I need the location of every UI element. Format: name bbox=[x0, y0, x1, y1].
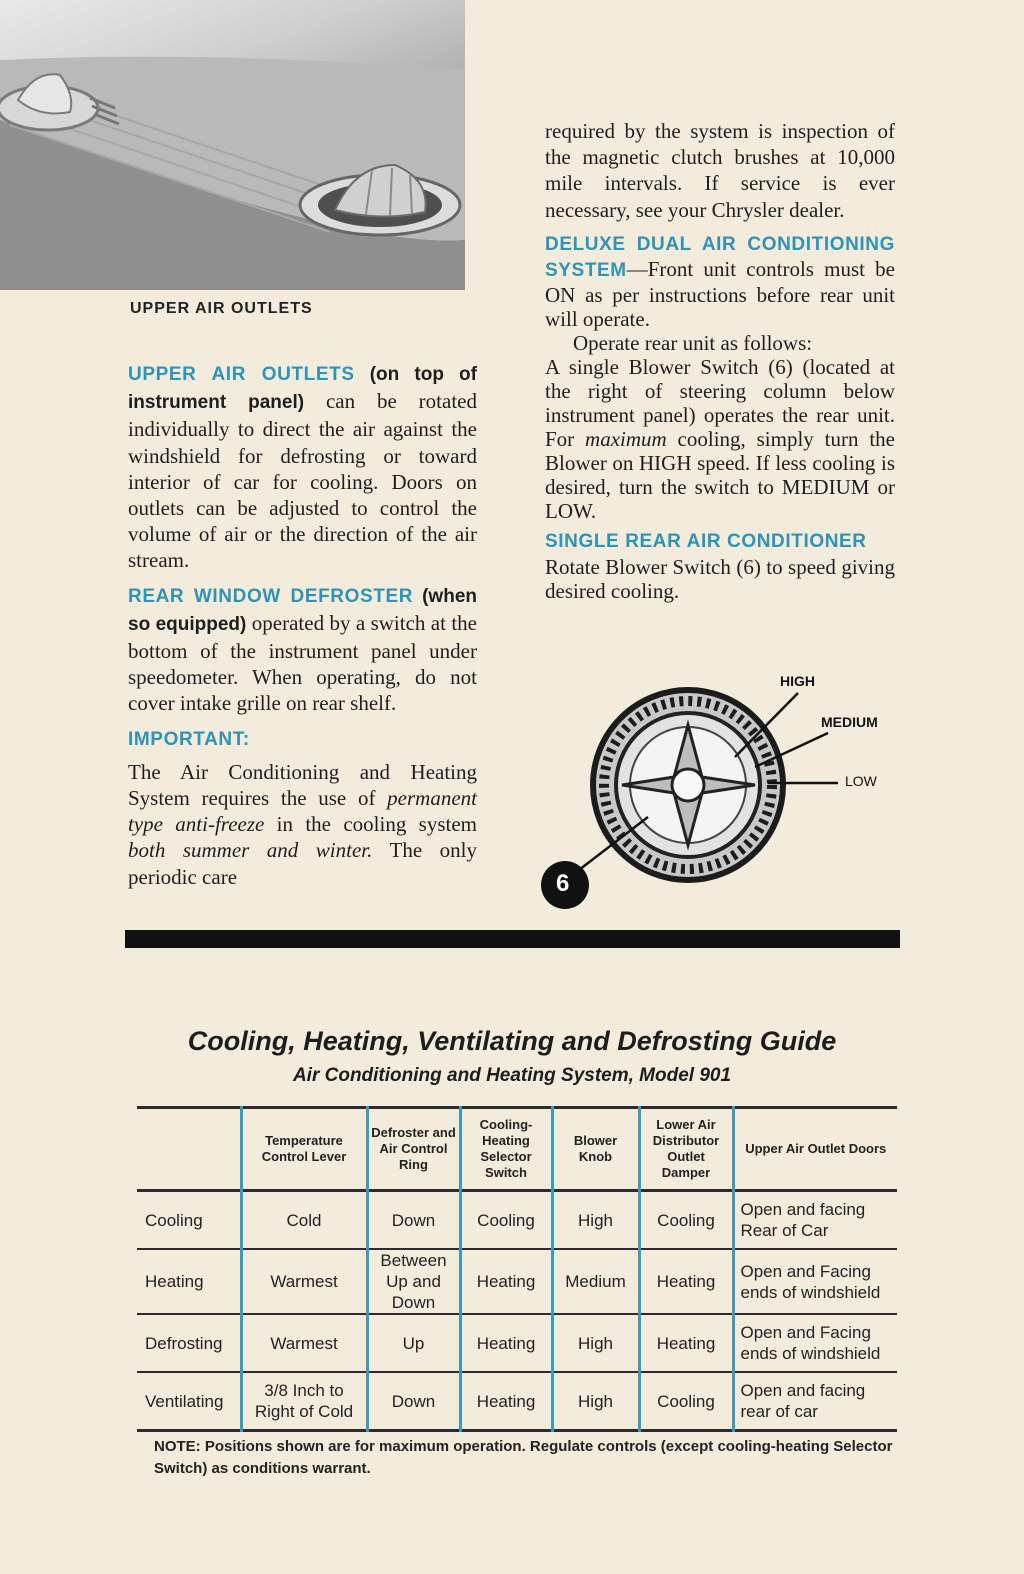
knob-label-high: HIGH bbox=[780, 673, 815, 689]
left-text-column bbox=[128, 360, 477, 890]
table-cell: Open and Facing ends of windshield bbox=[733, 1314, 897, 1372]
important-paragraph: The Air Conditioning and Heating System requires the use of permanent type anti-freeze in the cooling system both summer and winter. The only periodic care bbox=[128, 759, 477, 889]
row-label: Defrosting bbox=[145, 1333, 223, 1353]
table-row-defrosting bbox=[137, 1314, 897, 1372]
table-cell: Warmest bbox=[241, 1249, 367, 1314]
rear-window-defroster-paragraph: REAR WINDOW DEFROSTER (when so equipped) operated by a switch at the bottom of the instrument panel under speedometer. When operating, do not cover intake grille on rear shelf. bbox=[128, 585, 478, 716]
table-cell: Between Up and Down bbox=[367, 1249, 460, 1314]
row-label: Heating bbox=[145, 1272, 204, 1291]
column-header bbox=[137, 1108, 241, 1191]
single-rear-paragraph: Rotate Blower Switch (6) to speed giving desired cooling. bbox=[545, 555, 895, 604]
note-text: Positions shown are for maximum operation. Regulate controls (except cooling-heating Selector Switch) as conditions warrant. bbox=[154, 1438, 893, 1477]
table-cell: Heating bbox=[460, 1314, 552, 1372]
table-row-heating bbox=[137, 1249, 897, 1314]
table-header-row bbox=[137, 1108, 897, 1191]
right-text-column bbox=[545, 118, 895, 603]
upper-air-outlets-heading: UPPER AIR OUTLETS bbox=[128, 364, 355, 385]
table-cell: Warmest bbox=[241, 1314, 367, 1372]
guide-subtitle: Air Conditioning and Heating System, Model 901 bbox=[292, 1065, 732, 1086]
table-cell: Heating bbox=[460, 1249, 552, 1314]
upper-air-outlets-paragraph: UPPER AIR OUTLETS (on top of instrument panel) can be rotated individually to direct the air against the windshield for defrosting or toward interior of car for cooling. Doors on outlets can be adjusted to control the volume of air or the direction of the air stream. bbox=[128, 364, 477, 573]
table-cell: High bbox=[552, 1191, 639, 1250]
column-header-cooling-heating-selector-switch: Cooling-Heating Selector Switch bbox=[460, 1108, 552, 1191]
table-cell: 3/8 Inch to Right of Cold bbox=[241, 1372, 367, 1431]
callout-number-6: 6 bbox=[556, 870, 570, 897]
rear-window-defroster-heading: REAR WINDOW DEFROSTER bbox=[128, 585, 414, 607]
deluxe-dual-paragraph: DELUXE DUAL AIR CONDITIONING SYSTEM—Front unit controls must be ON as per instructions before rear unit will operate. bbox=[545, 233, 895, 331]
operate-intro: Operate rear unit as follows: bbox=[573, 330, 813, 355]
guide-title: Cooling, Heating, Ventilating and Defrosting Guide bbox=[187, 1026, 837, 1056]
column-header-defroster-air-control-ring: Defroster and Air Control Ring bbox=[367, 1108, 460, 1191]
table-cell: Open and facing rear of car bbox=[733, 1372, 897, 1431]
table-cell: Heating bbox=[639, 1314, 733, 1372]
table-cell: Heating bbox=[639, 1249, 733, 1314]
column-header-upper-air-outlet-doors: Upper Air Outlet Doors bbox=[733, 1108, 897, 1191]
column-header-blower-knob: Blower Knob bbox=[552, 1108, 639, 1191]
table-cell: Cold bbox=[241, 1191, 367, 1250]
table-cell: Down bbox=[367, 1372, 460, 1431]
column-header-temperature-control-lever: Temperature Control Lever bbox=[241, 1108, 367, 1191]
continued-paragraph: required by the system is inspection of the magnetic clutch brushes at 10,000 mile intervals. If service is ever necessary, see your Chrysler dealer. bbox=[545, 119, 895, 222]
single-rear-heading-line bbox=[545, 527, 895, 555]
upper-air-outlets-photo bbox=[0, 0, 465, 290]
table-cell: Heating bbox=[460, 1372, 552, 1431]
table-cell: Open and facing Rear of Car bbox=[733, 1191, 897, 1250]
table-row-cooling bbox=[137, 1191, 897, 1250]
knob-label-medium: MEDIUM bbox=[821, 714, 878, 730]
table-cell: Cooling bbox=[639, 1191, 733, 1250]
row-label: Ventilating bbox=[145, 1391, 224, 1411]
guide-note bbox=[154, 1436, 904, 1480]
operate-paragraph: A single Blower Switch (6) (located at the right of steering column below instrument panel) operates the rear unit. For maximum cooling, simply turn the Blower on HIGH speed. If less cooling is desired, turn the switch to MEDIUM or LOW. bbox=[545, 354, 895, 523]
section-divider-bar bbox=[125, 930, 900, 948]
table-cell: Open and Facing ends of windshield bbox=[733, 1249, 897, 1314]
blower-switch-illustration bbox=[530, 665, 890, 920]
table-cell: High bbox=[552, 1314, 639, 1372]
single-rear-heading: SINGLE REAR AIR CONDITIONER bbox=[545, 530, 867, 552]
photo-caption: UPPER AIR OUTLETS bbox=[130, 300, 313, 317]
row-label: Cooling bbox=[145, 1210, 203, 1230]
table-cell: High bbox=[552, 1372, 639, 1431]
table-cell: Down bbox=[367, 1191, 460, 1250]
table-cell: Cooling bbox=[460, 1191, 552, 1250]
table-row-ventilating bbox=[137, 1372, 897, 1431]
cooling-heating-guide-table bbox=[137, 1106, 897, 1432]
note-label: NOTE: bbox=[154, 1438, 201, 1455]
table-cell: Medium bbox=[552, 1249, 639, 1314]
table-cell: Cooling bbox=[639, 1372, 733, 1431]
table-cell: Up bbox=[367, 1314, 460, 1372]
deluxe-dual-heading: DELUXE DUAL AIR CONDITIONING SYSTEM bbox=[545, 233, 895, 281]
column-header-lower-air-distributor-outlet-damper: Lower Air Distributor Outlet Damper bbox=[639, 1108, 733, 1191]
knob-label-low: LOW bbox=[845, 773, 877, 789]
important-heading: IMPORTANT: bbox=[128, 728, 250, 750]
